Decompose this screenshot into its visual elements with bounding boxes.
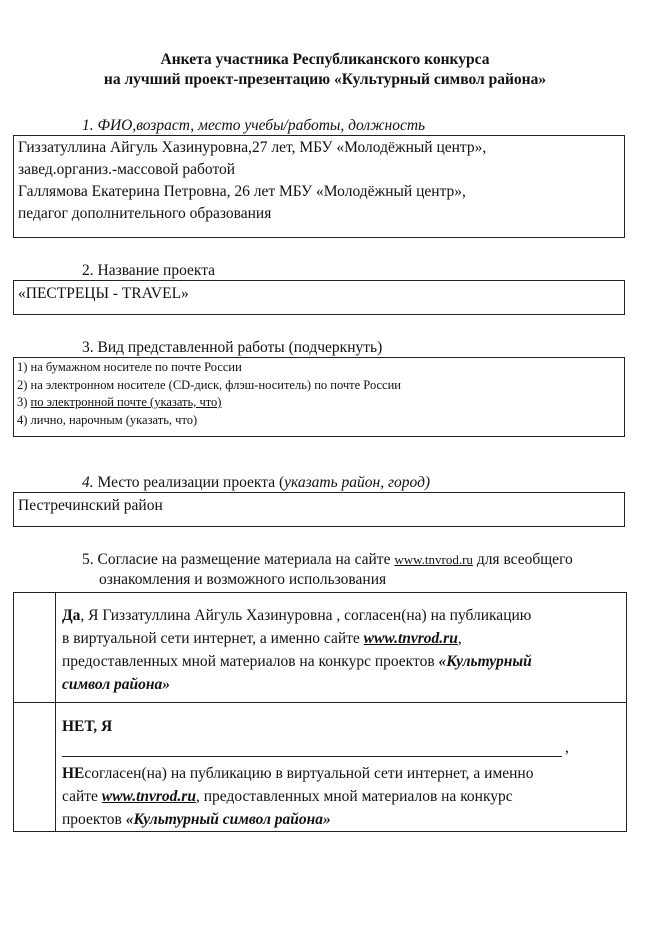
consent-no-line1: НЕТ, Я [62, 718, 113, 735]
section1-line: педагог дополнительного образования [18, 205, 272, 222]
consent-no-site-link[interactable]: www.tnvrod.ru [101, 788, 196, 805]
consent-table [13, 592, 627, 832]
section1-line: завед.организ.-массовой работой [18, 161, 236, 178]
section1-box[interactable] [13, 135, 625, 238]
work-type-option-4[interactable]: 4) лично, нарочным (указать, что) [17, 412, 198, 427]
form-title-line2: на лучший проект-презентацию «Культурный символ района» [103, 71, 547, 88]
consent-yes-line4: символ района» [62, 676, 171, 693]
form-title-line1: Анкета участника Республиканского конкурса [160, 51, 490, 68]
work-type-option-3-underlined: по электронной почте (указать, что) [30, 395, 222, 409]
consent-yes-label[interactable]: Да [62, 607, 81, 624]
work-type-box [13, 357, 625, 437]
work-type-option-1[interactable]: 1) на бумажном носителе по почте России [17, 360, 242, 374]
section3-heading: 3. Вид представленной работы (подчеркнуть) [82, 339, 383, 356]
section1-line: Галлямова Екатерина Петровна, 26 лет МБУ «Молодёжный центр», [18, 183, 466, 200]
location-value: Пестречинский район [18, 497, 163, 514]
consent-no-name-field[interactable] [62, 756, 562, 757]
section1-line: Гиззатуллина Айгуль Хазинуровна,27 лет, МБУ «Молодёжный центр», [18, 139, 487, 156]
site-link[interactable]: www.tnvrod.ru [394, 552, 473, 567]
location-box[interactable] [13, 492, 625, 527]
project-name-value: «ПЕСТРЕЦЫ - TRAVEL» [18, 285, 189, 302]
section5-heading-line1: 5. Согласие на размещение материала на сайте www.tnvrod.ru для всеобщего [82, 551, 573, 568]
section5-heading-line2: ознакомления и возможного использования [99, 571, 387, 588]
section4-heading: 4. Место реализации проекта (указать район, город) [82, 474, 431, 491]
consent-yes-site-link[interactable]: www.tnvrod.ru [363, 630, 458, 647]
section1-heading: 1. ФИО,возраст, место учебы/работы, должность [82, 117, 426, 134]
consent-no-line2: НЕсогласен(на) на публикацию в виртуальной сети интернет, а именно [62, 765, 534, 782]
consent-yes-line3: предоставленных мной материалов на конкурс проектов «Культурный [62, 653, 532, 670]
project-name-box[interactable] [13, 280, 625, 315]
consent-no-line3: сайте www.tnvrod.ru, предоставленных мной материалов на конкурс [62, 788, 513, 805]
section2-heading: 2. Название проекта [82, 262, 216, 279]
consent-no-line4: проектов «Культурный символ района» [62, 811, 331, 828]
work-type-option-3[interactable]: 3) по электронной почте (указать, что) [17, 395, 222, 409]
consent-no-comma: , [565, 739, 569, 756]
consent-yes-line2: в виртуальной сети интернет, а именно сайте www.tnvrod.ru, [62, 630, 462, 647]
work-type-option-2[interactable]: 2) на электронном носителе (CD-диск, флэш-носитель) по почте России [17, 377, 401, 392]
consent-no-label[interactable]: НЕТ [62, 718, 94, 735]
consent-yes-line1: Да, Я Гиззатуллина Айгуль Хазинуровна , согласен(на) на публикацию [62, 607, 532, 624]
